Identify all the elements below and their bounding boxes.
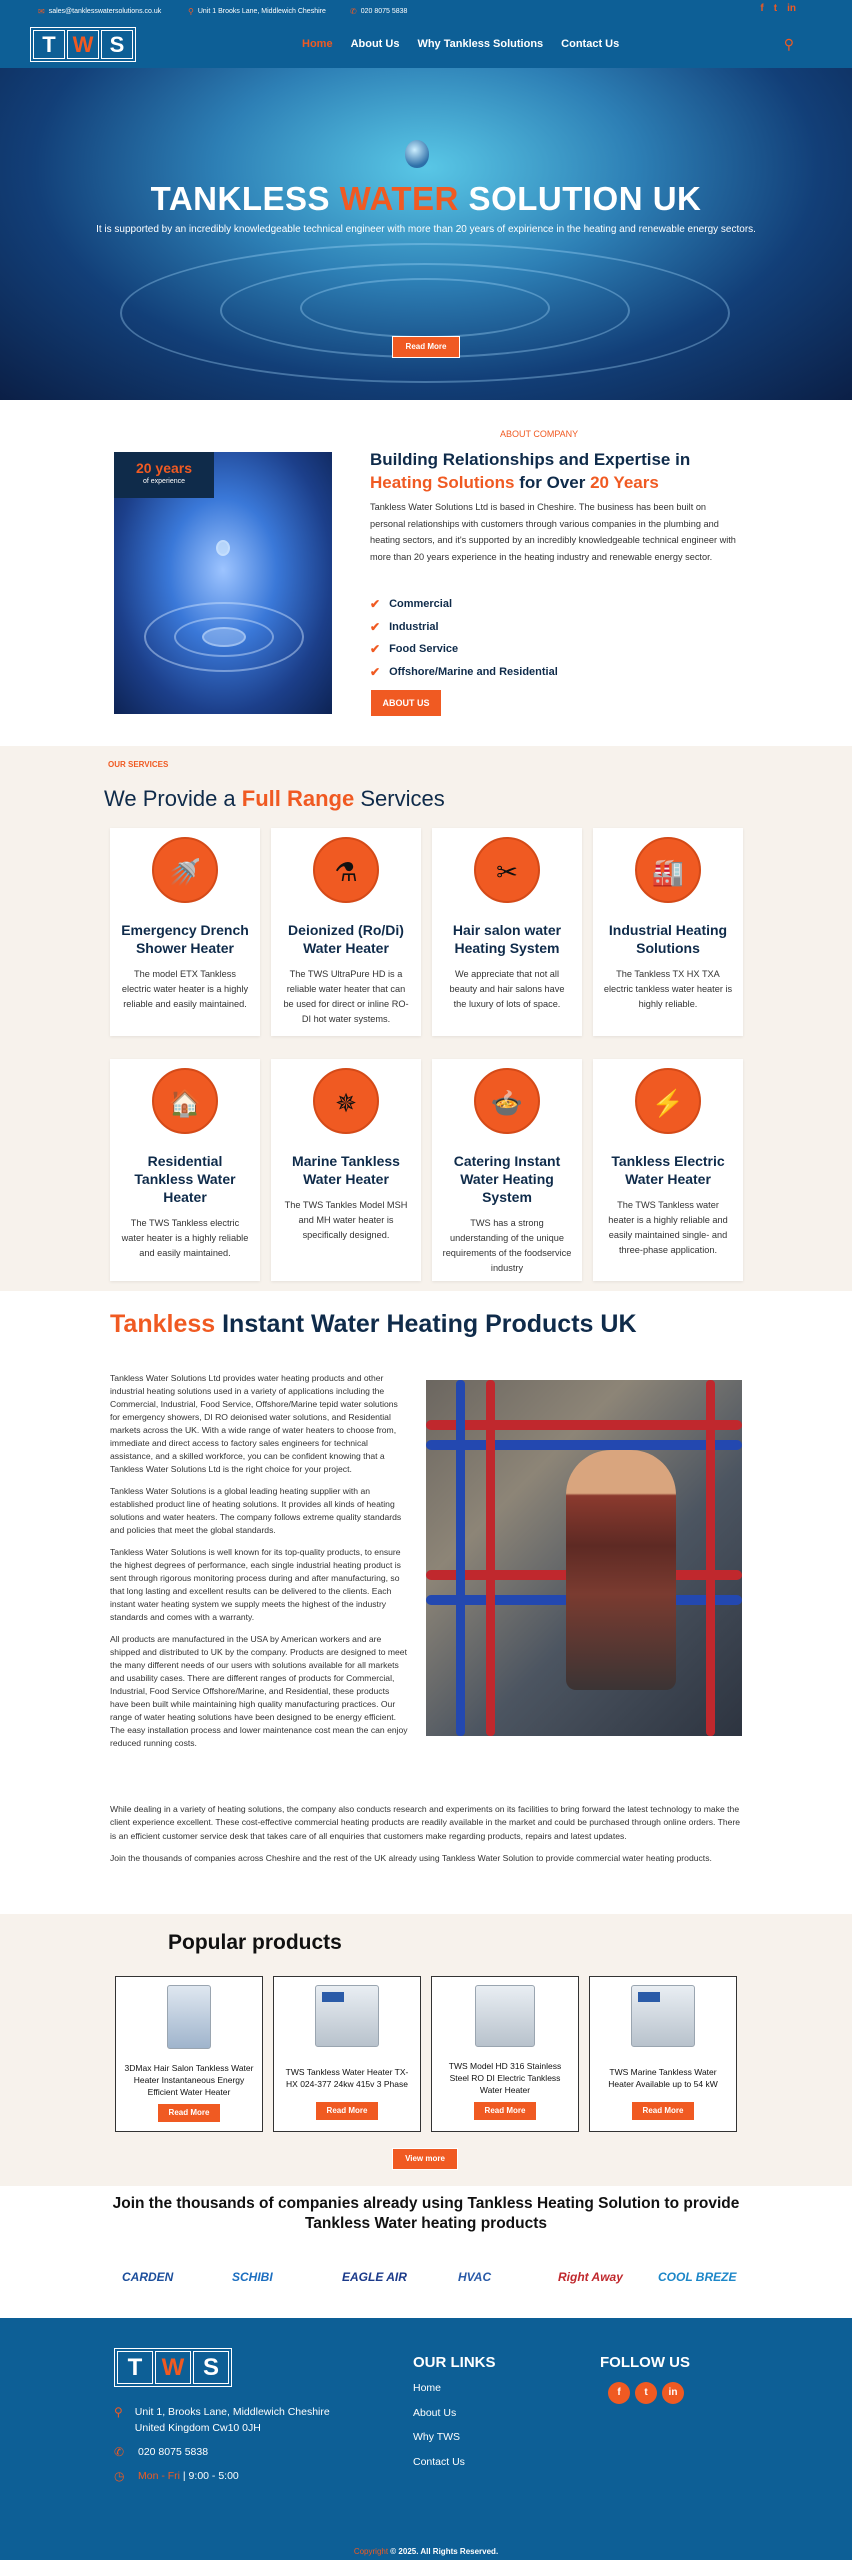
shower-icon: 🚿 <box>152 837 218 903</box>
list-item: ✔ Commercial <box>370 597 453 612</box>
phone-icon: ✆ <box>350 7 357 16</box>
check-icon: ✔ <box>370 619 381 634</box>
topbar-phone[interactable]: ✆ 020 8075 5838 <box>350 7 408 16</box>
facebook-icon[interactable]: f <box>760 3 764 14</box>
client-logo: Right Away <box>558 2270 623 2284</box>
product-read-more-button[interactable]: Read More <box>157 2103 221 2123</box>
hero-subtitle: It is supported by an incredibly knowledgeable technical engineer with more than 20 years of expirience in the heating and renewable energy sectors. <box>96 224 756 235</box>
popular-products-section <box>0 1914 852 2186</box>
twitter-icon[interactable]: t <box>773 3 778 14</box>
check-icon: ✔ <box>370 664 381 679</box>
check-icon: ✔ <box>370 597 381 612</box>
service-card[interactable]: 🏠 Residential Tankless Water Heater The TWS Tankless electric water heater is a highly reliable and easily maintained. <box>110 1059 260 1281</box>
product-image <box>631 1985 695 2047</box>
product-card[interactable]: 3DMax Hair Salon Tankless Water Heater Instantaneous Energy Efficient Water Heater Read More <box>115 1976 263 2132</box>
footer-phone[interactable]: ✆ 020 8075 5838 <box>114 2445 209 2459</box>
footer-links-title: OUR LINKS <box>413 2354 496 2371</box>
nav-about[interactable]: About Us <box>350 38 400 50</box>
service-card[interactable]: ✂ Hair salon water Heating System We appreciate that not all beauty and hair salons have the luxury of lots of space. <box>432 828 582 1036</box>
list-item: ✔ Industrial <box>370 619 439 634</box>
site-logo[interactable]: T W S <box>30 27 136 62</box>
hero-banner <box>0 68 852 400</box>
product-read-more-button[interactable]: Read More <box>473 2101 537 2121</box>
hero-read-more-button[interactable]: Read More <box>392 336 460 358</box>
footer-address: ⚲ Unit 1, Brooks Lane, Middlewich Cheshire United Kingdom Cw10 0JH <box>114 2405 330 2434</box>
services-tag: OUR SERVICES <box>108 760 169 769</box>
product-image <box>167 1985 211 2049</box>
linkedin-icon[interactable]: in <box>662 2382 684 2404</box>
check-icon: ✔ <box>370 642 381 657</box>
service-card[interactable]: 🚿 Emergency Drench Shower Heater The model ETX Tankless electric water heater is a highly reliable and easily maintained. <box>110 828 260 1036</box>
list-item: ✔ Food Service <box>370 642 459 657</box>
water-drop-image <box>405 140 429 168</box>
nav-home[interactable]: Home <box>302 38 333 50</box>
house-icon: 🏠 <box>152 1068 218 1134</box>
footer-social <box>608 2382 684 2404</box>
footer-follow-title: FOLLOW US <box>600 2354 690 2371</box>
products-title: Tankless Instant Water Heating Products UK <box>110 1310 637 1338</box>
footer-link-home[interactable]: Home <box>413 2382 442 2394</box>
clock-icon: ◷ <box>114 2469 125 2483</box>
services-section <box>0 746 852 1291</box>
compass-icon: ✵ <box>313 1068 379 1134</box>
topbar-email[interactable]: ✉ sales@tanklesswatersolutions.co.uk <box>38 7 162 16</box>
linkedin-icon[interactable]: in <box>787 3 796 14</box>
search-icon[interactable]: ⚲ <box>783 36 794 52</box>
about-image <box>114 452 332 714</box>
service-card[interactable]: 🏭 Industrial Heating Solutions The Tankless TX HX TXA electric tankless water heater is highly reliable. <box>593 828 743 1036</box>
client-logo: COOL BREZE <box>658 2270 737 2284</box>
copyright: Copyright © 2025. All Rights Reserved. <box>0 2544 852 2560</box>
product-read-more-button[interactable]: Read More <box>631 2101 695 2121</box>
footer-link-about[interactable]: About Us <box>413 2406 457 2419</box>
service-card[interactable]: ⚡ Tankless Electric Water Heater The TWS Tankless water heater is a highly reliable and easily maintained single- and three-phase application. <box>593 1059 743 1281</box>
services-title: We Provide a Full Range Services <box>104 786 445 811</box>
product-card[interactable]: TWS Marine Tankless Water Heater Available up to 54 kW Read More <box>589 1976 737 2132</box>
client-logo: HVAC <box>458 2270 492 2284</box>
products-text: Tankless Water Solutions Ltd provides water heating products and other industrial heating solutions used in a variety of applications including the Commercial, Industrial, Food Service, Offshore/Marine tepid water solutions for emergency showers, DI RO deionised water solutions, and Residential markets across the UK. With a wide range of water heaters to choose from, immediate and direct access to factory sales engineers for technical assistance, and a skilled workforce, you can be confident knowing that a Tankless Water Solutions Ltd is the right choice for your project. Tankless Water Solutions is a global leading heating supplier with an established product line of heating solutions. It provides all kinds of heating solutions and water heaters. The company follows extreme quality standards and policies that meet the global standards. Tankless Water Solutions is well known for its top-quality products, to ensure the highest degrees of performance, each single industrial heating product is sent through rigorous monitoring process during and after manufacturing, so that long lasting and excellent results can be delivered to the clients. Each instant water heating system we supply meets the highest of the industry standards and comes with a warranty. All products are manufactured in the USA by American workers and are shipped and distributed to UK by the company. Products are designed to meet the many different needs of our users with solutions available for all markets and usability cases. There are different ranges of products for Commercial, Industrial, Food Service Offshore/Marine, and Residential, these products have been built while maintaining high quality manufacturing practices. Our range of water heating solutions have been designed to be energy efficient. The easy installation process and lower maintenance cost mean the can enjoy reduced running costs. <box>110 1373 408 1748</box>
electric-heater-icon: ⚡ <box>635 1068 701 1134</box>
products-wide-text: While dealing in a variety of heating solutions, the company also conducts research and experiments on its facilities to bring forward the latest technology to make the client experience excellent. These cost-effective commercial heating products are readily available in the market and could be purchased through online orders. There is an efficient customer service desk that takes care of all enquiries that customers make regarding products, repairs and latest updates. Join the thousands of companies across Cheshire and the rest of the UK already using Tankless Water Solution to provide commercial water heating products. <box>110 1804 741 1863</box>
product-image <box>315 1985 379 2047</box>
nav-why[interactable]: Why Tankless Solutions <box>417 38 544 50</box>
about-tag: ABOUT COMPANY <box>500 429 579 439</box>
popular-title: Popular products <box>168 1931 342 1954</box>
product-image <box>475 1985 535 2047</box>
view-more-button[interactable]: View more <box>392 2148 458 2170</box>
product-read-more-button[interactable]: Read More <box>315 2101 379 2121</box>
nav-links <box>302 38 619 50</box>
top-bar <box>0 0 852 22</box>
product-card[interactable]: TWS Model HD 316 Stainless Steel RO DI Electric Tankless Water Heater Read More <box>431 1976 579 2132</box>
main-nav <box>0 22 852 68</box>
about-us-button[interactable]: ABOUT US <box>370 689 442 717</box>
footer-link-why[interactable]: Why TWS <box>413 2431 461 2443</box>
topbar-address: ⚲ Unit 1 Brooks Lane, Middlewich Cheshire <box>188 7 326 16</box>
service-card[interactable]: ✵ Marine Tankless Water Heater The TWS Tankles Model MSH and MH water heater is specifically designed. <box>271 1059 421 1281</box>
salon-icon: ✂ <box>474 837 540 903</box>
topbar-social <box>760 3 796 14</box>
mail-icon: ✉ <box>38 7 45 16</box>
client-logo: SCHIBI <box>232 2270 273 2284</box>
footer <box>0 2318 852 2544</box>
about-list <box>370 593 558 683</box>
footer-hours: ◷ Mon - Fri | 9:00 - 5:00 <box>114 2469 239 2483</box>
ripple-shape <box>120 243 730 383</box>
twitter-icon[interactable]: t <box>635 2382 657 2404</box>
hero-title: TANKLESS WATER SOLUTION UK <box>150 180 702 217</box>
phone-icon: ✆ <box>114 2445 125 2459</box>
service-card[interactable]: ⚗ Deionized (Ro/Di) Water Heater The TWS UltraPure HD is a reliable water heater that can be used for direct or inline RO-DI hot water systems. <box>271 828 421 1036</box>
nav-contact[interactable]: Contact Us <box>561 38 620 50</box>
list-item: ✔ Offshore/Marine and Residential <box>370 664 558 679</box>
client-logo: EAGLE AIR <box>342 2270 407 2284</box>
footer-links <box>413 2382 465 2480</box>
location-icon: ⚲ <box>114 2405 123 2419</box>
facebook-icon[interactable]: f <box>608 2382 630 2404</box>
catering-icon: 🍲 <box>474 1068 540 1134</box>
location-icon: ⚲ <box>188 7 194 16</box>
beaker-icon: ⚗ <box>313 837 379 903</box>
footer-link-contact[interactable]: Contact Us <box>413 2455 465 2468</box>
experience-badge: 20 years of experience <box>114 452 214 498</box>
engineer-photo <box>426 1380 742 1736</box>
about-text: Tankless Water Solutions Ltd is based in Cheshire. The business has been built on personal relationships with customers through various companies in the plumbing and heating sectors, and it's supported by an incredibly knowledgeable technical engineer with more than 20 years experience in the heating industry and renewable energy sector. <box>370 502 736 562</box>
service-card[interactable]: 🍲 Catering Instant Water Heating System TWS has a strong understanding of the unique requirements of the foodservice industry <box>432 1059 582 1281</box>
product-card[interactable]: TWS Tankless Water Heater TX-HX 024-377 24kw 415v 3 Phase Read More <box>273 1976 421 2132</box>
client-logo: CARDEN <box>122 2270 174 2284</box>
about-title: Building Relationships and Expertise in Heating Solutions for Over 20 Years <box>370 450 691 492</box>
footer-logo[interactable]: T W S <box>114 2348 232 2387</box>
clients-title: Join the thousands of companies already using Tankless Heating Solution to provide Tankless Water heating products <box>112 2195 740 2232</box>
factory-icon: 🏭 <box>635 837 701 903</box>
